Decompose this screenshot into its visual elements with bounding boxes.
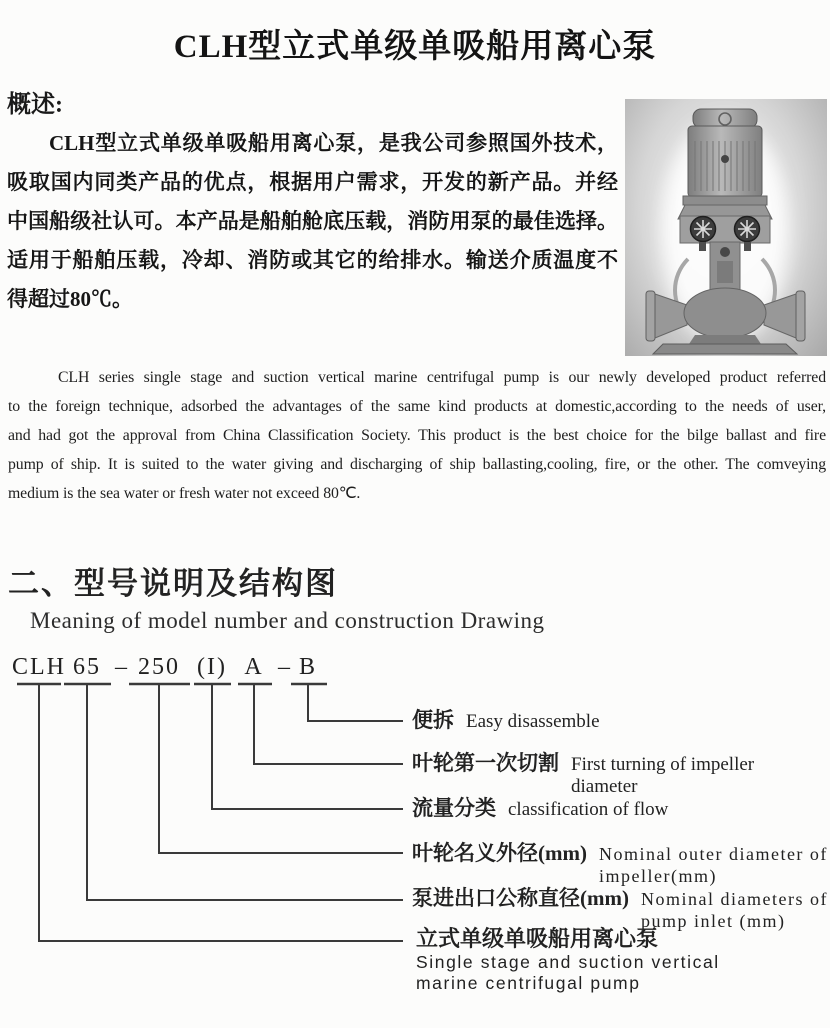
diagram-label-impeller-diameter [412, 840, 828, 887]
diagram-label-flow-classification [412, 795, 668, 821]
diagram-label-inlet-diameter [412, 885, 828, 932]
text-line: 中国船级社认可。本产品是船舶舱底压载，消防用泵的最佳选择。 [7, 209, 618, 233]
model-segment-series: CLH [12, 654, 66, 680]
pump-illustration [625, 99, 827, 356]
text-line: pump of ship. It is suited to the water giving and discharging of ship ballasting,cooling, fire, or the other. The comveying [8, 456, 826, 473]
overview-heading: 概述: [7, 92, 63, 118]
label-zh: 立式单级单吸船用离心泵 [416, 926, 659, 951]
text-line: 吸取国内同类产品的优点，根据用户需求，开发的新产品。并经 [7, 170, 618, 194]
label-en2: impeller(mm) [598, 866, 717, 886]
text-line: CLH型立式单级单吸船用离心泵，是我公司参照国外技术， [49, 131, 618, 155]
text-line: to the foreign technique, adsorbed the advantages of the same kind products at domestic,according to the needs of user, [8, 398, 826, 415]
text-line: and had got the approval from China Classification Society. This product is the best choice for the bilge ballast and fire [8, 427, 826, 444]
label-en: Easy disassemble [466, 711, 600, 732]
diagram-label-easy-disassemble [412, 707, 600, 733]
label-en: Single stage and suction vertical [416, 952, 720, 972]
text-line: 得超过80℃。 [7, 287, 133, 311]
pump-photo [625, 99, 827, 356]
text-line: medium is the sea water or fresh water not exceed 80℃. [8, 485, 361, 502]
page-title: CLH型立式单级单吸船用离心泵 [173, 29, 657, 65]
label-zh: 叶轮第一次切割 [412, 751, 559, 775]
label-en2: diameter [571, 776, 638, 797]
label-en: Nominal outer diameter of [598, 844, 828, 864]
overview-chinese-paragraph [7, 124, 618, 319]
model-segment-impeller: 250 [138, 654, 180, 680]
text-line: CLH series single stage and suction vertical marine centrifugal pump is our newly developed product referred [58, 369, 826, 386]
model-dash: – [278, 654, 292, 680]
label-zh: 泵进出口公称直径(mm) [412, 886, 629, 910]
text-line: 适用于船舶压载，冷却、消防或其它的给排水。输送介质温度不 [7, 248, 618, 272]
label-en: Nominal diameters of [640, 889, 828, 909]
model-segment-easy: B [298, 654, 318, 680]
model-segment-flow: (I) [197, 654, 227, 680]
label-en: classification of flow [508, 799, 669, 820]
label-en2: pump inlet (mm) [640, 911, 786, 931]
overview-english-paragraph [8, 363, 826, 508]
label-zh: 叶轮名义外径(mm) [412, 841, 587, 865]
model-segment-cut: A [244, 654, 264, 680]
diagram-label-first-turning [412, 750, 754, 798]
label-en2: marine centrifugal pump [416, 973, 641, 993]
label-zh: 流量分类 [412, 796, 496, 820]
section-heading-en: Meaning of model number and construction Drawing [30, 608, 545, 633]
model-dash: – [115, 654, 129, 680]
model-segment-inlet: 65 [73, 654, 101, 680]
label-zh: 便拆 [412, 708, 454, 732]
label-en: First turning of impeller [571, 754, 755, 775]
diagram-label-pump-type [416, 926, 720, 994]
section-heading-cn: 二、型号说明及结构图 [8, 566, 338, 601]
